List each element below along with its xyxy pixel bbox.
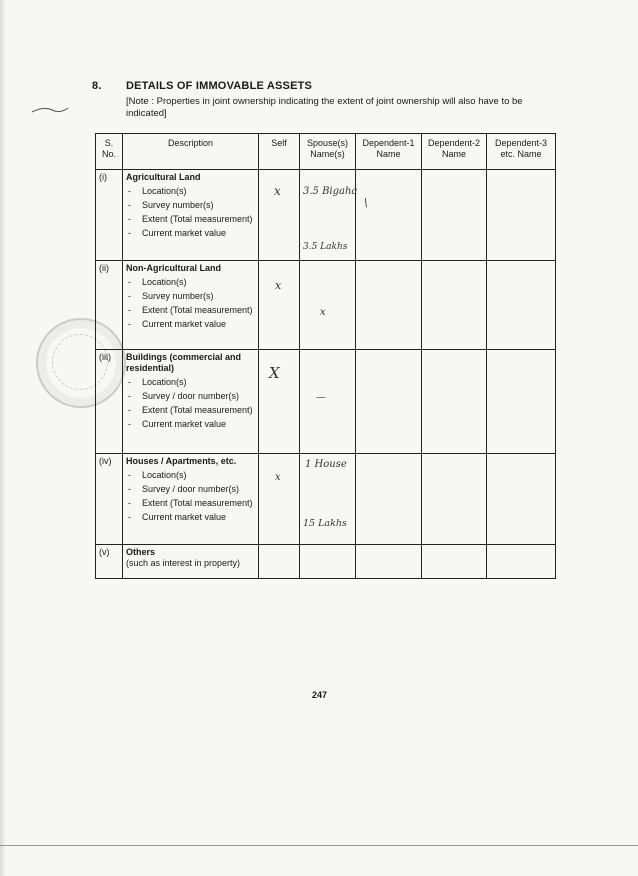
section-number: 8. bbox=[92, 80, 102, 92]
list-item: - Extent (Total measurement) bbox=[126, 305, 255, 316]
row-dependent-2-cell bbox=[422, 545, 487, 579]
list-item: - Survey / door number(s) bbox=[126, 391, 255, 402]
row-dependent-1-cell bbox=[356, 170, 422, 261]
section-heading bbox=[92, 80, 312, 92]
row-description bbox=[123, 454, 259, 545]
handwritten-entry: 15 Lakhs bbox=[303, 518, 347, 529]
handwritten-entry: 3.5 Lakhs bbox=[303, 242, 348, 252]
section-title: DETAILS OF IMMOVABLE ASSETS bbox=[126, 80, 313, 92]
row-dependent-3-cell bbox=[487, 261, 556, 350]
row-description bbox=[123, 350, 259, 454]
list-item: - Location(s) bbox=[126, 186, 255, 197]
row-subtitle: (such as interest in property) bbox=[126, 558, 241, 568]
list-item: - Current market value bbox=[126, 419, 255, 430]
row-title: Non-Agricultural Land bbox=[126, 263, 221, 273]
handwritten-mark: \ bbox=[364, 196, 368, 209]
row-dependent-3-cell bbox=[487, 350, 556, 454]
row-self-cell bbox=[259, 454, 300, 545]
header-dependent-2: Dependent-2 Name bbox=[422, 134, 487, 170]
list-item: - Survey number(s) bbox=[126, 200, 255, 211]
list-item: - Current market value bbox=[126, 512, 255, 523]
row-spouse-cell bbox=[300, 350, 356, 454]
list-item: - Location(s) bbox=[126, 470, 255, 481]
pen-stroke-mark bbox=[30, 100, 70, 120]
list-item: - Location(s) bbox=[126, 277, 255, 288]
row-title: Others bbox=[126, 547, 156, 557]
row-dependent-2-cell bbox=[422, 454, 487, 545]
row-spouse-cell bbox=[300, 545, 356, 579]
row-spouse-cell bbox=[300, 454, 356, 545]
table-row bbox=[96, 261, 556, 350]
handwritten-mark: x bbox=[275, 279, 282, 292]
table-row bbox=[96, 170, 556, 261]
list-item: - Current market value bbox=[126, 319, 255, 330]
row-self-cell bbox=[259, 545, 300, 579]
handwritten-entry: 3.5 Bigaha bbox=[303, 186, 358, 197]
row-dependent-1-cell bbox=[356, 261, 422, 350]
row-title: Buildings (commercial and residential) bbox=[126, 352, 242, 373]
row-subitems bbox=[126, 377, 255, 430]
row-sno: (v) bbox=[96, 545, 123, 579]
handwritten-mark: x bbox=[274, 184, 281, 198]
row-self-cell bbox=[259, 170, 300, 261]
scan-edge-shadow bbox=[0, 0, 6, 876]
row-dependent-2-cell bbox=[422, 350, 487, 454]
row-dependent-3-cell bbox=[487, 454, 556, 545]
row-dependent-2-cell bbox=[422, 170, 487, 261]
list-item: - Current market value bbox=[126, 228, 255, 239]
row-sno: (ii) bbox=[96, 261, 123, 350]
table-row bbox=[96, 454, 556, 545]
row-spouse-cell bbox=[300, 261, 356, 350]
list-item: - Extent (Total measurement) bbox=[126, 405, 255, 416]
section-note: [Note : Properties in joint ownership indicating the extent of joint ownership will also have to be indicated] bbox=[126, 96, 523, 119]
handwritten-mark: x bbox=[320, 307, 326, 318]
row-description bbox=[123, 261, 259, 350]
header-self: Self bbox=[259, 134, 300, 170]
row-dependent-3-cell bbox=[487, 170, 556, 261]
header-spouse: Spouse(s) Name(s) bbox=[300, 134, 356, 170]
row-dependent-3-cell bbox=[487, 545, 556, 579]
row-self-cell bbox=[259, 350, 300, 454]
scan-bottom-line bbox=[0, 845, 638, 846]
immovable-assets-table bbox=[95, 133, 556, 579]
header-dependent-1: Dependent-1 Name bbox=[356, 134, 422, 170]
page-number: 247 bbox=[312, 690, 328, 700]
row-dependent-1-cell bbox=[356, 545, 422, 579]
header-description: Description bbox=[123, 134, 259, 170]
list-item: - Survey / door number(s) bbox=[126, 484, 255, 495]
row-title: Houses / Apartments, etc. bbox=[126, 456, 237, 466]
list-item: - Location(s) bbox=[126, 377, 255, 388]
handwritten-entry: 1 House bbox=[305, 459, 347, 470]
header-dependent-3: Dependent-3 etc. Name bbox=[487, 134, 556, 170]
table-row bbox=[96, 350, 556, 454]
row-dependent-1-cell bbox=[356, 454, 422, 545]
row-subitems bbox=[126, 186, 255, 239]
row-title: Agricultural Land bbox=[126, 172, 201, 182]
row-sno: (iv) bbox=[96, 454, 123, 545]
handwritten-mark: x bbox=[275, 472, 281, 483]
row-description bbox=[123, 545, 259, 579]
row-spouse-cell bbox=[300, 170, 356, 261]
row-sno: (iii) bbox=[96, 350, 123, 454]
handwritten-mark: — bbox=[316, 392, 326, 403]
row-sno: (i) bbox=[96, 170, 123, 261]
list-item: - Survey number(s) bbox=[126, 291, 255, 302]
row-subitems bbox=[126, 470, 255, 523]
header-sno: S. No. bbox=[96, 134, 123, 170]
row-dependent-1-cell bbox=[356, 350, 422, 454]
list-item: - Extent (Total measurement) bbox=[126, 214, 255, 225]
row-self-cell bbox=[259, 261, 300, 350]
row-description bbox=[123, 170, 259, 261]
list-item: - Extent (Total measurement) bbox=[126, 498, 255, 509]
table-row bbox=[96, 545, 556, 579]
table-header-row bbox=[96, 134, 556, 170]
handwritten-mark: X bbox=[269, 364, 280, 382]
row-dependent-2-cell bbox=[422, 261, 487, 350]
row-subitems bbox=[126, 277, 255, 330]
